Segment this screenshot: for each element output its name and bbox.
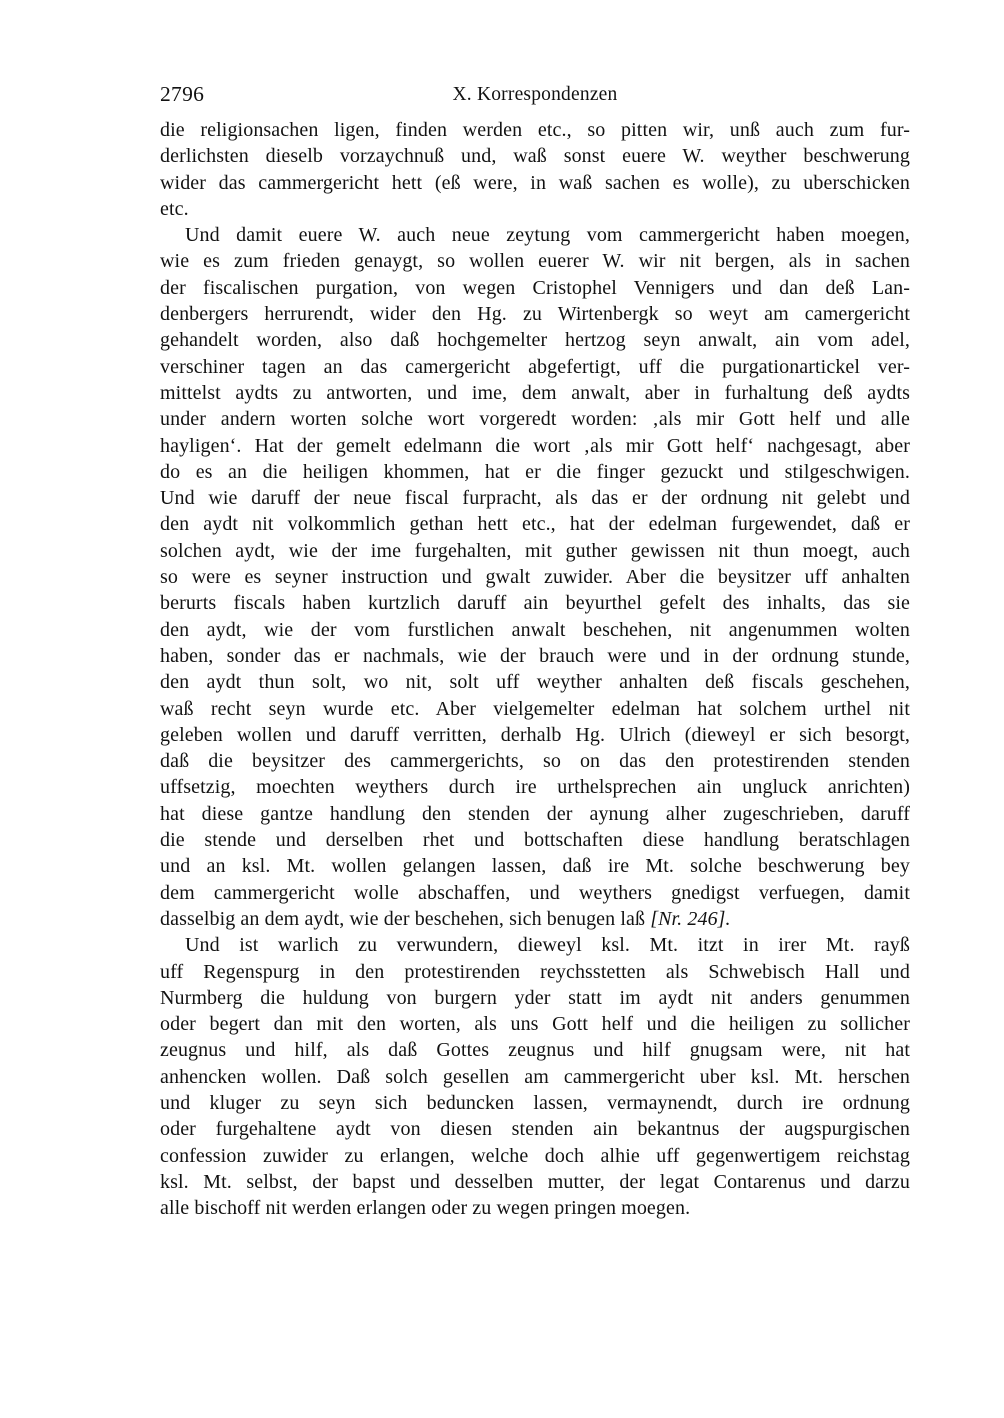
text-line: dasselbig an dem aydt, wie der beschehen, sich benugen laß [Nr. 246]. — [160, 907, 731, 930]
text-line: die religionsachen ligen, finden werden etc., so pitten wir, unß auch zum fur- — [160, 119, 910, 141]
text-line: uff Regenspurg in den protestirenden reychsstetten als Schwebisch Hall und — [160, 960, 910, 983]
text-line: mittelst aydts zu antworten, und ime, dem anwalt, aber in furhaltung deß aydts — [160, 381, 910, 404]
text-line: confession zuwider zu erlangen, welche doch alhie uff gegenwertigem reichstag — [160, 1144, 910, 1167]
text-line: daß die beysitzer des cammergerichts, so on das den protestirenden stenden — [160, 750, 910, 773]
text-line: hat diese gantze handlung den stenden der aynung alher zugeschrieben, daruff — [160, 802, 910, 825]
text-line: wider das cammergericht hett (eß were, in waß sachen es wolle), zu uberschicken — [160, 171, 910, 194]
text-line: und kluger zu seyn sich beduncken lassen, vermaynendt, durch ire ordnung — [160, 1091, 910, 1114]
text-line: etc. — [160, 197, 189, 220]
paragraph — [160, 222, 910, 932]
text-line: oder furgehaltene aydt von diesen stenden ain bekantnus der augspurgischen — [160, 1118, 910, 1141]
text-line: geleben wollen und daruff verritten, derhalb Hg. Ulrich (dieweyl er sich besorgt, — [160, 723, 910, 746]
text-line: die stende und derselben rhet und bottschaften diese handlung beratschlagen — [160, 829, 910, 852]
text-line: verschiner tagen an das camergericht abgefertigt, uff die purgationartickel ver- — [160, 355, 910, 378]
text-line: oder begert dan mit den worten, als uns Gott helf und die heiligen zu sollicher — [160, 1013, 910, 1036]
text-line: ksl. Mt. selbst, der bapst und desselben mutter, der legat Contarenus und darzu — [160, 1170, 910, 1193]
text-line: derlichsten dieselb vorzaychnuß und, waß sonst euere W. weyther beschwerung — [160, 145, 910, 168]
text-line: anhencken wollen. Daß solch gesellen am cammergericht uber ksl. Mt. herschen — [160, 1065, 910, 1088]
paragraph — [160, 117, 910, 222]
text-line: alle bischoff nit werden erlangen oder zu wegen pringen moegen. — [160, 1197, 691, 1220]
text-line: den aydt, wie der vom furstlichen anwalt beschehen, nit angenummen wolten — [160, 618, 910, 641]
text-line: berurts fiscals haben kurtzlich daruff ain beyurthel gefelt des inhalts, das sie — [160, 592, 910, 615]
text-line: under andern worten solche wort vorgeredt worden: ‚als mir Gott helf und alle — [160, 408, 910, 431]
text-block — [160, 117, 910, 1221]
paragraph — [160, 932, 910, 1221]
text-line: den aydt thun solt, wo nit, solt uff weyther anhalten deß fiscals geschehen, — [160, 671, 910, 694]
text-line: denbergers herrurendt, wider den Hg. zu Wirtenbergk so weyt am camergericht — [160, 303, 910, 326]
running-header — [160, 82, 910, 108]
text-line: so were es seyner instruction und gwalt zuwider. Aber die beysitzer uff anhalten — [160, 566, 910, 589]
text-line: den aydt nit volkommlich gethan hett etc., hat der edelman furgewendet, daß er — [160, 513, 910, 536]
text-line: do es an die heiligen khommen, hat er die finger gezuckt und stilgeschwigen. — [160, 460, 910, 483]
text-line: gehandelt worden, also daß hochgemelter hertzog seyn anwalt, ain vom adel, — [160, 329, 910, 352]
text-line: Nurmberg die huldung von burgern yder statt im aydt nit anders genummen — [160, 986, 910, 1009]
text-line: solchen aydt, wie der ime furgehalten, mit guther gewissen nit thun moegt, auch — [160, 539, 910, 562]
text-line: dem cammergericht wolle abschaffen, und weythers gnedigst verfuegen, damit — [160, 881, 910, 904]
text-line: zeugnus und hilf, als daß Gottes zeugnus und hilf gnugsam were, nit hat — [160, 1039, 910, 1062]
text-line: uffsetzig, moechten weythers durch ire urthelsprechen ain ungluck anrichten) — [160, 776, 910, 799]
text-line: Und ist warlich zu verwundern, dieweyl ksl. Mt. itzt in irer Mt. rayß — [185, 934, 910, 957]
text-line: waß recht seyn wurde etc. Aber vielgemelter edelman hat solchem urthel nit — [160, 697, 910, 720]
text-line: der fiscalischen purgation, von wegen Cristophel Vennigers und dan deß Lan- — [160, 276, 910, 299]
text-line: Und wie daruff der neue fiscal furpracht, als das er der ordnung nit gelebt und — [160, 487, 910, 510]
text-line: und an ksl. Mt. wollen gelangen lassen, daß ire Mt. solche beschwerung bey — [160, 855, 910, 878]
text-line: wie es zum frieden genaygt, so wollen euerer W. wir nit bergen, als in sachen — [160, 250, 910, 273]
text-line: haben, sonder das er nachmals, wie der brauch were und in der ordnung stunde, — [160, 644, 910, 667]
page-number: 2796 — [160, 82, 205, 106]
running-header-title: X. Korrespondenzen — [452, 84, 618, 105]
text-line: Und damit euere W. auch neue zeytung vom cammergericht haben moegen, — [185, 224, 910, 247]
text-line: hayligen‘. Hat der gemelt edelmann die wort ‚als mir Gott helf‘ nachgesagt, aber — [160, 434, 910, 457]
